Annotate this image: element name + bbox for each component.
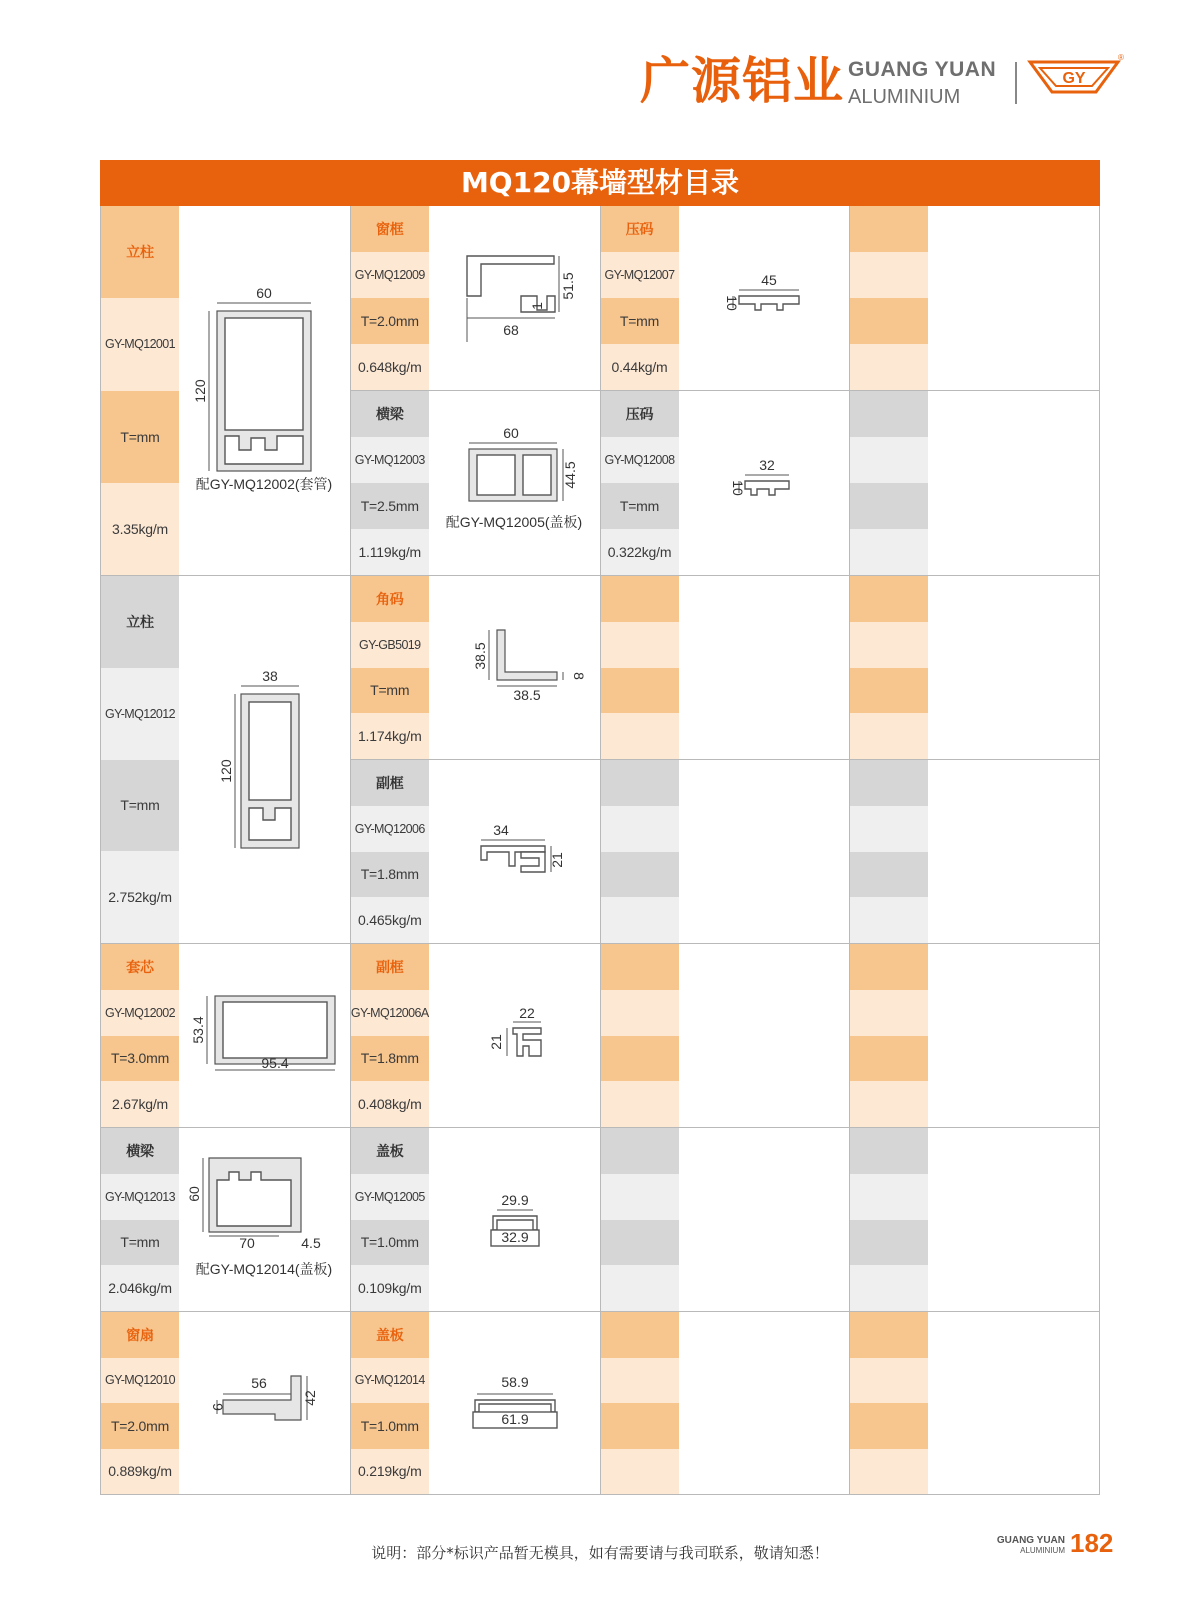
profile-category: 副框 [351,944,429,990]
profile-drawing [179,1128,350,1311]
page-number: 182 [1070,1528,1114,1558]
profile-model: GY-MQ12005 [351,1174,429,1220]
profile-model: GY-MQ12012 [101,668,179,760]
brand-header [640,50,1124,112]
profile-weight: 0.408kg/m [351,1081,429,1127]
profile-category: 盖板 [351,1312,429,1358]
profile-model: GY-GB5019 [351,622,429,668]
profile-item [601,391,850,575]
profile-thickness: T=1.0mm [351,1403,429,1449]
svg-text:21: 21 [487,1034,504,1050]
profile-item [351,576,600,760]
profile-item [101,576,351,943]
profile-weight: 2.67kg/m [101,1081,179,1127]
profile-category: 窗框 [351,206,429,252]
profile-item [351,760,600,943]
footer-note: 说明：部分*标识产品暂无模具，如有需要请与我司联系，敬请知悉！ [371,1544,829,1562]
profile-weight: 0.219kg/m [351,1449,429,1495]
svg-text:34: 34 [492,822,509,838]
svg-text:32: 32 [758,457,775,473]
profile-thickness: T=3.0mm [101,1036,179,1082]
profile-drawing [429,576,600,759]
profile-thickness: T=2.0mm [101,1403,179,1449]
catalog-row [101,1312,1100,1495]
profile-drawing [679,206,850,390]
empty-slot [601,1128,851,1311]
profile-item [351,1128,601,1311]
profile-drawing [179,576,350,943]
profile-group [351,206,601,575]
profile-category: 压码 [601,391,679,437]
profile-category: 压码 [601,206,679,252]
profile-drawing [429,391,600,575]
svg-text:38.5: 38.5 [471,642,488,670]
profile-model: GY-MQ12006 [351,806,429,852]
profile-category: 横梁 [101,1128,179,1174]
svg-text:60: 60 [186,1186,202,1202]
profile-model: GY-MQ12008 [601,437,679,483]
svg-text:120: 120 [192,379,208,403]
svg-text:10: 10 [729,480,746,496]
profile-category: 套芯 [101,944,179,990]
profile-item [351,944,601,1127]
profile-category: 副框 [351,760,429,806]
svg-text:44.5: 44.5 [561,461,578,489]
profile-drawing [179,206,350,575]
profile-weight: 0.889kg/m [101,1449,179,1495]
svg-text:60: 60 [256,285,272,301]
profile-item [101,944,351,1127]
profile-catalog [100,160,1100,1495]
profile-thickness: T=2.5mm [351,483,429,529]
profile-category: 角码 [351,576,429,622]
svg-text:61.9: 61.9 [501,1411,529,1427]
profile-weight: 3.35kg/m [101,483,179,575]
empty-slot [601,1312,851,1494]
profile-thickness: T=1.8mm [351,1036,429,1082]
profile-category: 窗扇 [101,1312,179,1358]
profile-weight: 0.322kg/m [601,529,679,575]
profile-drawing [429,1128,600,1311]
svg-text:1: 1 [528,302,545,310]
catalog-row [101,1128,1100,1312]
empty-slot [850,206,1100,575]
profile-thickness: T=2.0mm [351,298,429,344]
profile-group [601,206,851,575]
profile-thickness: T=mm [601,483,679,529]
svg-text:8: 8 [570,672,587,680]
profile-drawing [429,206,600,390]
profile-drawing [429,944,600,1127]
empty-slot [850,1312,1100,1494]
brand-name-en-sub: ALUMINIUM [848,86,961,108]
profile-model: GY-MQ12003 [351,437,429,483]
svg-text:29.9: 29.9 [501,1192,529,1208]
svg-text:配GY-MQ12014(盖板): 配GY-MQ12014(盖板) [195,1261,333,1277]
profile-weight: 0.465kg/m [351,897,429,943]
catalog-grid [100,206,1100,1495]
catalog-title: MQ120幕墙型材目录 [100,160,1100,206]
svg-text:配GY-MQ12002(套管): 配GY-MQ12002(套管) [195,476,333,492]
profile-item [351,1312,601,1494]
profile-weight: 0.648kg/m [351,344,429,390]
svg-text:56: 56 [251,1375,267,1391]
profile-thickness: T=mm [351,668,429,714]
profile-weight: 0.109kg/m [351,1265,429,1311]
profile-weight: 2.046kg/m [101,1265,179,1311]
profile-thickness: T=mm [101,391,179,483]
svg-text:38.5: 38.5 [513,687,541,703]
svg-text:10: 10 [723,295,740,311]
empty-slot [601,944,851,1127]
profile-weight: 0.44kg/m [601,344,679,390]
profile-drawing [429,760,600,943]
footer-brand [995,1535,1065,1555]
catalog-row [101,206,1100,576]
profile-drawing [429,1312,600,1494]
svg-text:70: 70 [239,1235,255,1251]
svg-text:4.5: 4.5 [301,1235,321,1251]
svg-text:53.4: 53.4 [190,1016,206,1044]
footer-brand-name: GUANG YUAN [996,1535,1065,1546]
svg-text:配GY-MQ12005(盖板): 配GY-MQ12005(盖板) [445,514,582,530]
profile-weight: 2.752kg/m [101,851,179,943]
profile-item [351,391,600,575]
empty-slot [601,576,851,943]
svg-text:51.5: 51.5 [559,272,576,300]
svg-text:60: 60 [502,425,519,441]
profile-thickness: T=mm [101,1220,179,1266]
profile-thickness: T=mm [101,760,179,852]
profile-weight: 1.174kg/m [351,713,429,759]
brand-name-en: GUANG YUAN [848,58,997,81]
profile-item [101,1128,351,1311]
profile-thickness: T=mm [601,298,679,344]
profile-drawing [679,391,850,575]
svg-text:95.4: 95.4 [261,1055,289,1071]
profile-category: 盖板 [351,1128,429,1174]
profile-model: GY-MQ12007 [601,252,679,298]
profile-model: GY-MQ12010 [101,1358,179,1404]
profile-model: GY-MQ12013 [101,1174,179,1220]
profile-model: GY-MQ12002 [101,990,179,1036]
profile-thickness: T=1.0mm [351,1220,429,1266]
profile-item [101,1312,351,1494]
svg-text:®: ® [1118,53,1124,62]
profile-model: GY-MQ12009 [351,252,429,298]
profile-drawing [179,944,350,1127]
svg-text:68: 68 [502,322,519,338]
brand-logo-icon [1026,52,1122,108]
svg-text:42: 42 [302,1390,318,1406]
empty-slot [850,944,1100,1127]
svg-text:21: 21 [548,852,565,868]
brand-divider [1015,62,1017,104]
svg-text:22: 22 [518,1005,535,1021]
catalog-row [101,944,1100,1128]
svg-text:GY: GY [1062,70,1086,87]
empty-slot [850,1128,1100,1311]
profile-item [101,206,351,575]
profile-category: 横梁 [351,391,429,437]
footer-brand-sub: ALUMINIUM [1020,1546,1065,1555]
profile-model: GY-MQ12014 [351,1358,429,1404]
profile-weight: 1.119kg/m [351,529,429,575]
empty-slot [850,576,1100,943]
profile-item [601,206,850,391]
svg-text:9: 9 [210,1403,226,1411]
profile-category: 立柱 [101,206,179,298]
catalog-row [101,576,1100,944]
svg-text:38: 38 [262,668,278,684]
profile-drawing [179,1312,350,1494]
profile-item [351,206,600,391]
svg-text:32.9: 32.9 [501,1229,529,1245]
profile-model: GY-MQ12001 [101,298,179,390]
svg-text:120: 120 [218,759,234,783]
profile-thickness: T=1.8mm [351,852,429,898]
svg-text:58.9: 58.9 [501,1374,529,1390]
brand-name-cn: 广源铝业 [640,52,844,110]
profile-model: GY-MQ12006A [351,990,429,1036]
svg-text:45: 45 [760,272,777,288]
profile-group [351,576,601,943]
profile-category: 立柱 [101,576,179,668]
